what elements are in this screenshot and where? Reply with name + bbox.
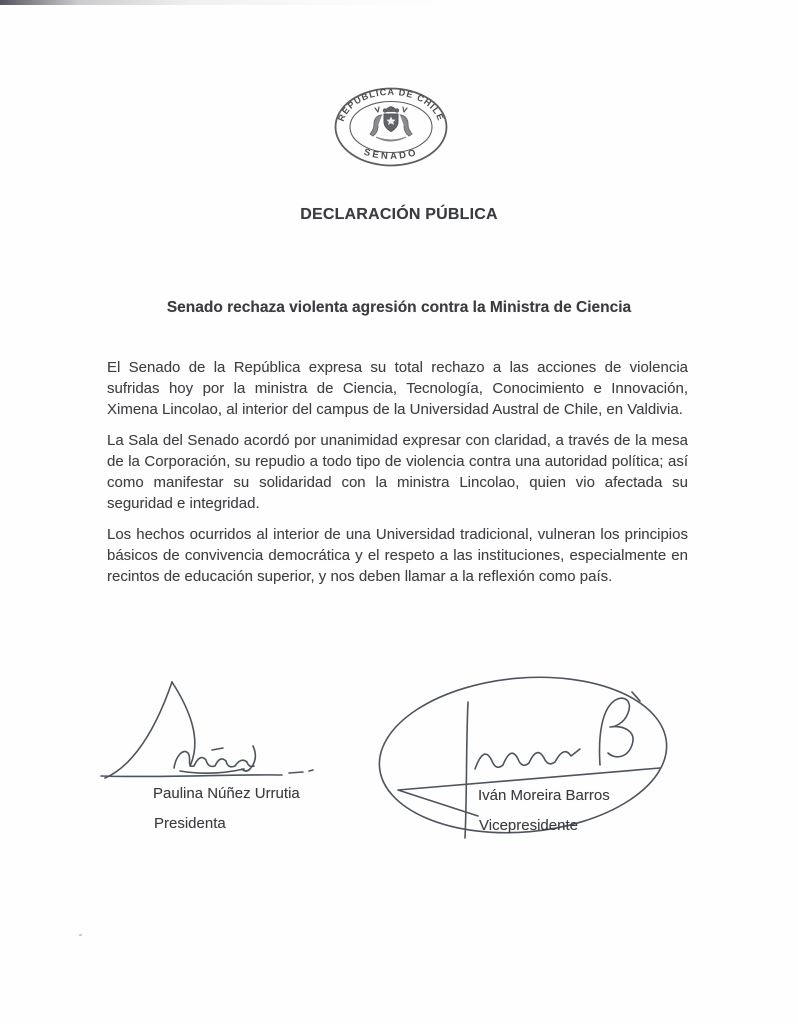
signer-role-vicepresidente: Vicepresidente: [479, 817, 578, 834]
document-heading: Senado rechaza violenta agresión contra la Ministra de Ciencia: [166, 299, 632, 316]
document-title: DECLARACIÓN PÚBLICA: [300, 206, 498, 223]
paragraph-3: Los hechos ocurridos al interior de una Universidad tradicional, vulneran los principios básicos de convivencia democrática y el respeto a las instituciones, especialmente en recintos de educación superior, y nos deben llamar a la reflexión como país.: [107, 526, 688, 585]
seal-top-text: REPUBLICA DE CHILE: [335, 86, 447, 123]
document-body: [107, 357, 688, 597]
paragraph-2: La Sala del Senado acordó por unanimidad expresar con claridad, a través de la mesa de la Corporación, su repudio a todo tipo de violencia contra una autoridad política; así como manifestar su solidaridad con la ministra Lincolao, quien vio afectada su seguridad e integridad.: [107, 432, 688, 512]
signer-role-presidenta: Presidenta: [154, 815, 226, 832]
paragraph-1: El Senado de la República expresa su total rechazo a las acciones de violencia sufridas hoy por la ministra de Ciencia, Tecnología, Conocimiento e Innovación, Ximena Lincolao, al interior del campus de la Universidad Austral de Chile, en Valdivia.: [107, 359, 688, 418]
coat-of-arms-icon: [370, 107, 412, 141]
seal-bottom-text: SENADO: [362, 146, 420, 163]
signature-ink-presidenta: [96, 672, 336, 784]
signer-name-vicepresidente: Iván Moreira Barros: [478, 787, 610, 804]
scan-artifact-speck: [79, 934, 82, 936]
signer-name-presidenta: Paulina Núñez Urrutia: [153, 785, 300, 802]
seal-bottom-text-path: [363, 147, 420, 162]
scan-artifact-top: [0, 0, 560, 5]
senate-seal-stamp: [332, 85, 450, 169]
